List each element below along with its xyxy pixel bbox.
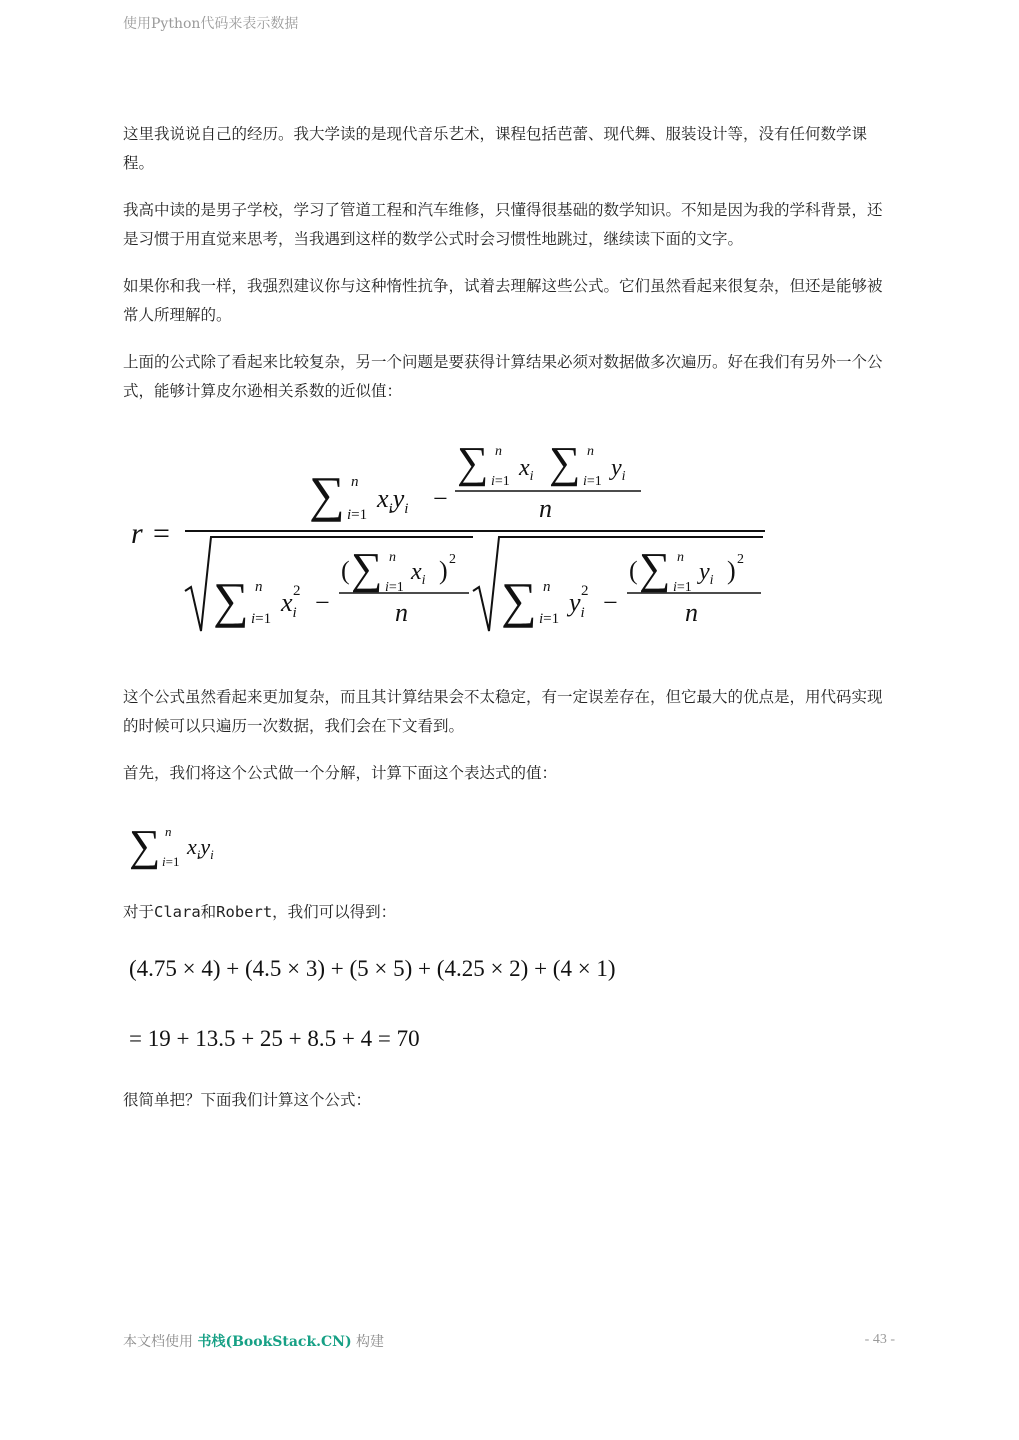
svg-text:i=1: i=1 — [385, 580, 404, 595]
svg-text:i=1: i=1 — [251, 611, 272, 627]
svg-text:n: n — [677, 550, 684, 565]
svg-text:n: n — [685, 598, 698, 627]
paragraph-2: 我高中读的是男子学校，学习了管道工程和汽车维修，只懂得很基础的数学知识。不知是因为我的学科背景，还是习惯于用直觉来思考，当我遇到这样的数学公式时会习惯性地跳过，继续读下面的文字。 — [123, 201, 883, 248]
svg-text:−: − — [603, 588, 618, 617]
footer-suffix: 构建 — [351, 1334, 385, 1350]
pearson-formula — [129, 431, 883, 641]
svg-text:n: n — [255, 579, 263, 595]
clara-after: ，我们可以得到： — [272, 902, 397, 921]
clara-code: Clara和Robert — [154, 902, 273, 921]
svg-text:i=1: i=1 — [539, 611, 560, 627]
paragraph-5: 这个公式虽然看起来更加复杂，而且其计算结果会不太稳定，有一定误差存在，但它最大的优点是，用代码实现的时候可以只遍历一次数据，我们会在下文看到。 — [123, 688, 883, 735]
svg-text:n: n — [389, 550, 396, 565]
svg-text:n: n — [495, 444, 502, 459]
svg-text:n: n — [539, 494, 552, 523]
svg-text:(: ( — [341, 556, 350, 585]
svg-text:i=1: i=1 — [162, 853, 180, 869]
svg-text:yi: $y_i$ — [569, 588, 585, 621]
svg-text:2: 2 — [737, 552, 744, 567]
page-content — [123, 120, 883, 1134]
svg-text:xi: $x_i$ — [411, 559, 426, 588]
svg-text:∑: ∑ — [549, 438, 581, 487]
svg-text:i=1: i=1 — [673, 580, 692, 595]
svg-text:n: n — [543, 579, 551, 595]
svg-text:∑: ∑ — [501, 572, 537, 628]
paragraph-1: 这里我说说自己的经历。我大学读的是现代音乐艺术，课程包括芭蕾、现代舞、服装设计等，没有任何数学课程。 — [123, 125, 868, 172]
svg-text:): ) — [439, 556, 448, 585]
result-formula: = 19 + 13.5 + 25 + 8.5 + 4 = 70 — [129, 1026, 420, 1051]
paragraph-6: 首先，我们将这个公式做一个分解，计算下面这个表达式的值： — [123, 764, 558, 782]
svg-text:n: n — [587, 444, 594, 459]
svg-text:i=1: i=1 — [491, 474, 510, 489]
svg-text:(: ( — [629, 556, 638, 585]
svg-text:∑: ∑ — [639, 544, 671, 593]
svg-text:xi: $x_i$ — [281, 588, 297, 621]
svg-text:=: = — [153, 517, 170, 550]
svg-text:yi: $y_i$ — [611, 455, 626, 484]
svg-text:r: r — [131, 517, 143, 550]
clara-before: 对于 — [123, 902, 155, 921]
footer-brand-link[interactable]: 书栈(BookStack.CN) — [197, 1334, 352, 1350]
paragraph-3: 如果你和我一样，我强烈建议你与这种惰性抗争，试着去理解这些公式。它们虽然看起来很复杂，但还是能够被常人所理解的。 — [123, 277, 883, 324]
svg-text:∑: ∑ — [129, 820, 161, 870]
svg-text:yi: $y_i$ — [699, 559, 714, 588]
page-header: 使用Python代码来表示数据 — [123, 16, 299, 32]
closing-paragraph: 很简单把？下面我们计算这个公式： — [123, 1091, 372, 1109]
product-formula: (4.75 × 4) + (4.5 × 3) + (5 × 5) + (4.25 × 2) + (4 × 1) — [129, 956, 616, 981]
svg-text:n: n — [165, 823, 172, 839]
footer-credit — [123, 1331, 384, 1351]
svg-text:2: 2 — [293, 583, 301, 599]
svg-text:∑: ∑ — [457, 438, 489, 487]
paragraph-4: 上面的公式除了看起来比较复杂，另一个问题是要获得计算结果必须对数据做多次遍历。好在我们有另外一个公式，能够计算皮尔逊相关系数的近似值： — [123, 353, 883, 400]
svg-text:xi: $x_i$ — [519, 455, 534, 484]
svg-text:2: 2 — [449, 552, 456, 567]
svg-text:−: − — [315, 588, 330, 617]
svg-text:∑: ∑ — [309, 466, 345, 522]
svg-text:n: n — [395, 598, 408, 627]
svg-text:2: 2 — [581, 583, 589, 599]
page-number: - 43 - — [864, 1332, 895, 1347]
svg-text:∑: ∑ — [213, 572, 249, 628]
svg-text:xiyi: $x_iy_i$ — [187, 833, 214, 862]
sum-xy-formula — [129, 820, 883, 872]
svg-text:): ) — [727, 556, 736, 585]
svg-text:i=1: i=1 — [347, 507, 368, 523]
svg-text:∑: ∑ — [351, 544, 383, 593]
footer-prefix: 本文档使用 — [123, 1334, 198, 1350]
svg-text:xiyi: $x_iy_i$ — [377, 484, 409, 517]
svg-text:n: n — [351, 474, 359, 490]
svg-text:i=1: i=1 — [583, 474, 602, 489]
paragraph-clara — [123, 898, 883, 927]
svg-text:−: − — [433, 484, 448, 513]
